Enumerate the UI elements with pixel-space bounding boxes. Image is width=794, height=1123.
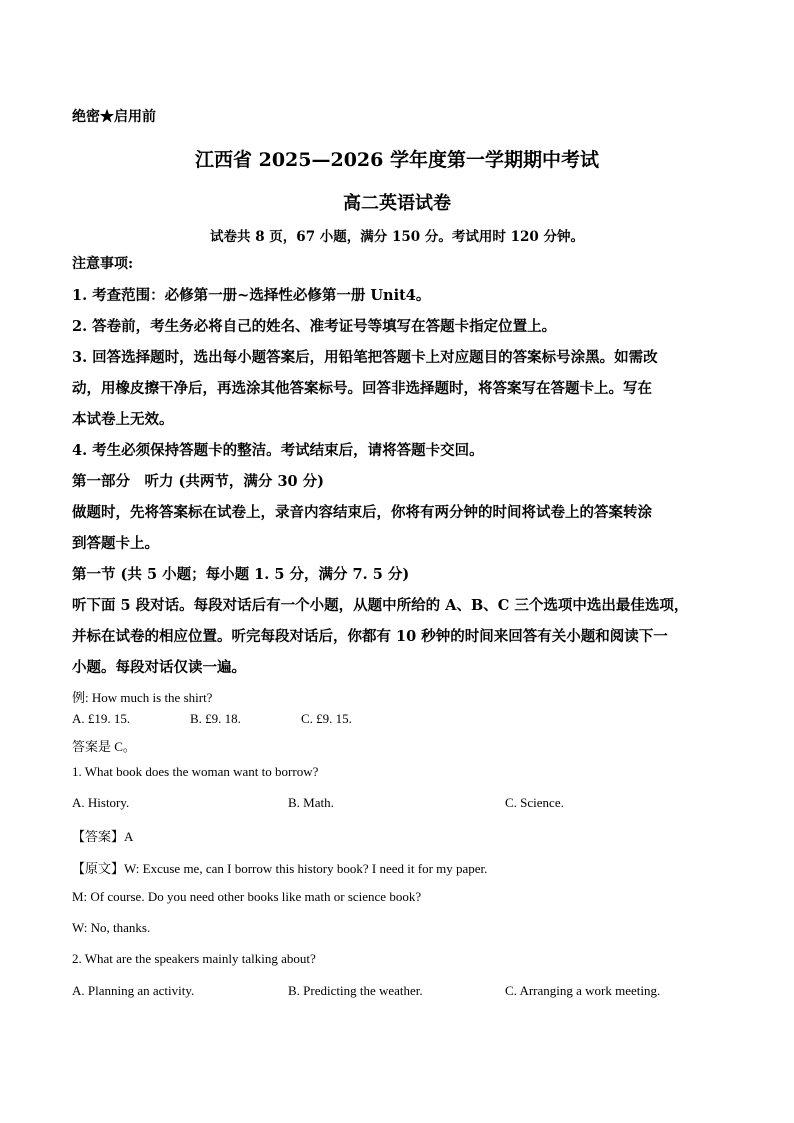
q2-option-b: B. Predicting the weather. [288, 983, 423, 998]
section1-instruction-line-2: 并标在试卷的相应位置。听完每段对话后，你都有 10 秒钟的时间来回答有关小题和阅读下一 [72, 628, 668, 645]
exam-info: 试卷共 8 页，67 小题，满分 150 分。考试用时 120 分钟。 [210, 229, 584, 245]
q1-script-line-3: W: No, thanks. [72, 920, 151, 935]
part1-instruction-line-2: 到答题卡上。 [72, 535, 159, 552]
note-item-1: 1. 考查范围：必修第一册~选择性必修第一册 Unit4。 [72, 287, 431, 304]
part1-heading: 第一部分 听力 (共两节，满分 30 分) [72, 473, 325, 490]
section1-instruction-line-3: 小题。每段对话仅读一遍。 [72, 659, 246, 676]
q1-script-line-2: M: Of course. Do you need other books like math or science book? [72, 889, 422, 904]
q1-option-b: B. Math. [288, 795, 334, 810]
example-question: 例: How much is the shirt? [72, 690, 213, 705]
part1-instruction-line-1: 做题时，先将答案标在试卷上，录音内容结束后，你将有两分钟的时间将试卷上的答案转涂 [72, 504, 652, 521]
note-item-4: 4. 考生必须保持答题卡的整洁。考试结束后，请将答题卡交回。 [72, 442, 484, 459]
note-item-2: 2. 答卷前，考生务必将自己的姓名、准考证号等填写在答题卡指定位置上。 [72, 318, 557, 335]
notes-heading: 注意事项: [72, 256, 134, 272]
example-option-c: C. £9. 15. [301, 711, 352, 726]
q1-script-line-1: 【原文】W: Excuse me, can I borrow this history book? I need it for my paper. [72, 861, 488, 876]
example-option-b: B. £9. 18. [190, 711, 241, 726]
q1-question: 1. What book does the woman want to borrow? [72, 764, 319, 779]
q1-option-c: C. Science. [505, 795, 564, 810]
q2-option-a: A. Planning an activity. [72, 983, 195, 998]
exam-subtitle: 高二英语试卷 [343, 193, 451, 214]
section1-heading: 第一节 (共 5 小题；每小题 1. 5 分，满分 7. 5 分) [72, 566, 410, 583]
q1-option-a: A. History. [72, 795, 130, 810]
note-item-3-line-2: 动，用橡皮擦干净后，再选涂其他答案标号。回答非选择题时，将答案写在答题卡上。写在 [72, 380, 652, 397]
confidential-label: 绝密★启用前 [72, 109, 156, 125]
note-item-3-line-1: 3. 回答选择题时，选出每小题答案后，用铅笔把答题卡上对应题目的答案标号涂黑。如需改 [72, 349, 658, 366]
example-option-a: A. £19. 15. [72, 711, 131, 726]
example-answer: 答案是 C。 [72, 739, 136, 754]
note-item-3-line-3: 本试卷上无效。 [72, 411, 174, 428]
section1-instruction-line-1: 听下面 5 段对话。每段对话后有一个小题，从题中所给的 A、B、C 三个选项中选出最佳选项， [72, 597, 689, 614]
exam-title: 江西省 2025—2026 学年度第一学期期中考试 [195, 149, 599, 171]
q2-option-c: C. Arranging a work meeting. [505, 983, 661, 998]
q2-question: 2. What are the speakers mainly talking about? [72, 951, 316, 966]
q1-answer: 【答案】A [72, 829, 134, 844]
